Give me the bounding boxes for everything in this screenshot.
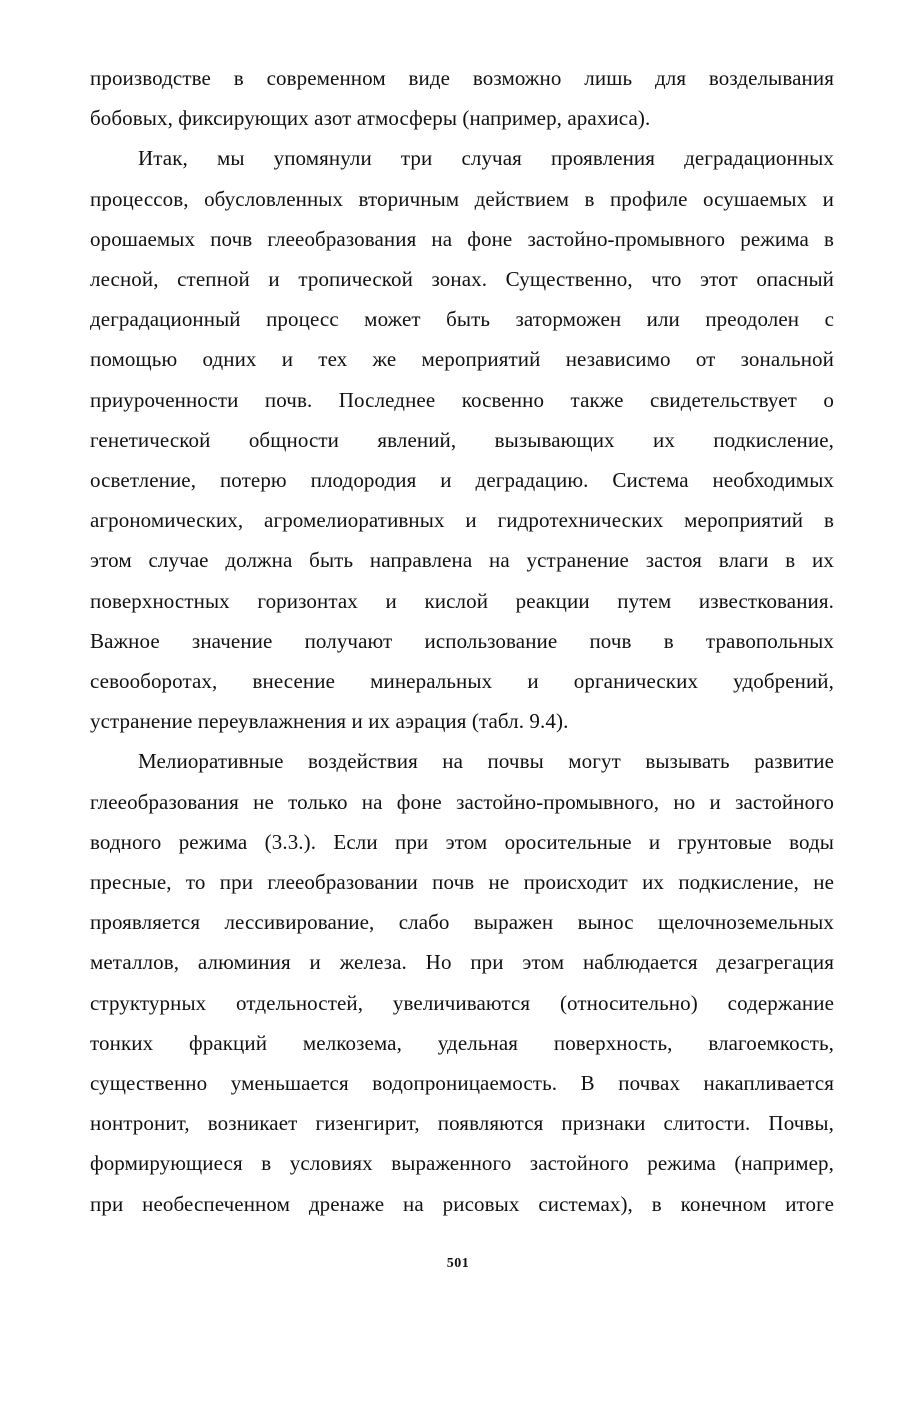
paragraph-1 xyxy=(90,58,834,138)
text-line: помощью одних и тех же мероприятий независимо от зональной xyxy=(90,347,834,372)
text-line: севооборотах, внесение минеральных и органических удобрений, xyxy=(90,669,834,694)
text-line: Мелиоративные воздействия на почвы могут вызывать развитие xyxy=(138,749,834,774)
text-line: при необеспеченном дренаже на рисовых системах), в конечном итоге xyxy=(90,1191,834,1216)
text-line: существенно уменьшается водопроницаемость. В почвах накапливается xyxy=(90,1071,834,1096)
text-line: проявляется лессивирование, слабо выражен вынос щелочноземельных xyxy=(90,910,834,935)
text-line: формирующиеся в условиях выраженного застойного режима (например, xyxy=(90,1151,834,1176)
document-page xyxy=(90,58,834,1224)
paragraph-2 xyxy=(90,138,834,741)
text-line: агрономических, агромелиоративных и гидротехнических мероприятий в xyxy=(90,508,834,533)
text-line: бобовых, фиксирующих азот атмосферы (например, арахиса). xyxy=(90,106,651,131)
text-line: устранение переувлажнения и их аэрация (табл. 9.4). xyxy=(90,709,569,734)
text-line: этом случае должна быть направлена на устранение застоя влаги в их xyxy=(90,548,834,573)
text-line: лесной, степной и тропической зонах. Существенно, что этот опасный xyxy=(90,267,834,292)
text-line: структурных отдельностей, увеличиваются (относительно) содержание xyxy=(90,990,834,1015)
text-line: тонких фракций мелкозема, удельная поверхность, влагоемкость, xyxy=(90,1030,834,1055)
text-line: генетической общности явлений, вызывающих их подкисление, xyxy=(90,427,834,452)
text-line: деградационный процесс может быть заторможен или преодолен с xyxy=(90,307,834,332)
page-number: 501 xyxy=(446,1256,470,1271)
text-line: поверхностных горизонтах и кислой реакции путем известкования. xyxy=(90,588,834,613)
text-line: водного режима (3.3.). Если при этом оросительные и грунтовые воды xyxy=(90,829,834,854)
text-line: осветление, потерю плодородия и деградацию. Система необходимых xyxy=(90,468,834,493)
text-line: Итак, мы упомянули три случая проявления деградационных xyxy=(138,146,834,171)
text-line: нонтронит, возникает гизенгирит, появляются признаки слитости. Почвы, xyxy=(90,1111,834,1136)
text-line: металлов, алюминия и железа. Но при этом наблюдается дезагрегация xyxy=(90,950,834,975)
text-line: приуроченности почв. Последнее косвенно также свидетельствует о xyxy=(90,387,834,412)
text-line: пресные, то при глееобразовании почв не происходит их подкисление, не xyxy=(90,870,834,895)
paragraph-3 xyxy=(90,741,834,1223)
text-line: производстве в современном виде возможно лишь для возделывания xyxy=(90,66,834,90)
text-line: глееобразования не только на фоне застойно-промывного, но и застойного xyxy=(90,789,834,814)
text-line: Важное значение получают использование почв в травопольных xyxy=(90,628,834,653)
text-line: процессов, обусловленных вторичным действием в профиле осушаемых и xyxy=(90,186,834,211)
text-line: орошаемых почв глееобразования на фоне застойно-промывного режима в xyxy=(90,226,834,251)
